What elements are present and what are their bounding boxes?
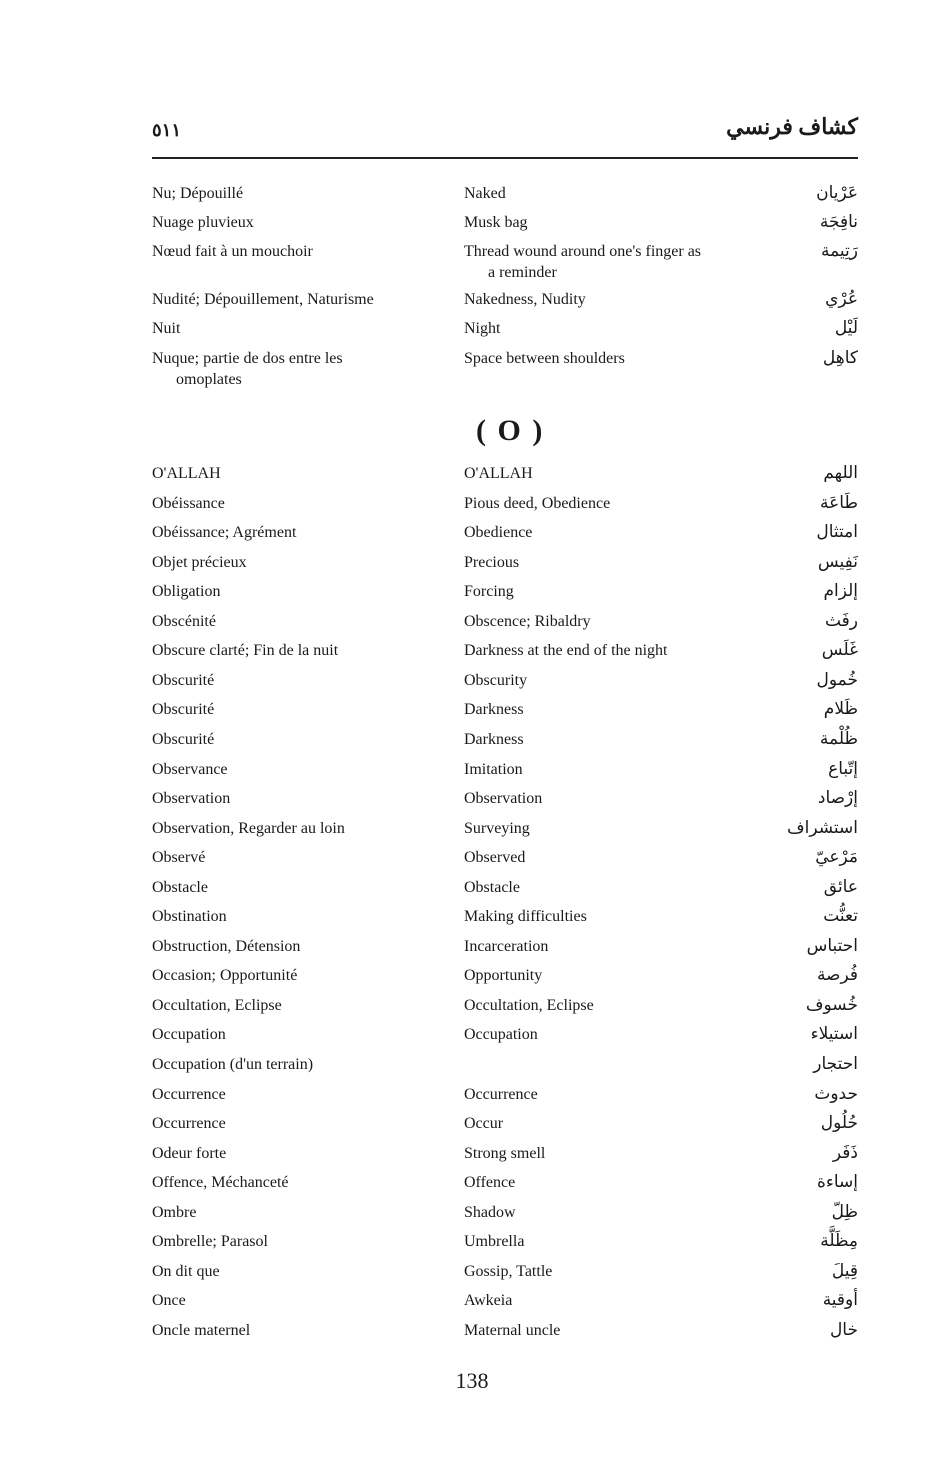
arabic-term: استيلاء [810, 1024, 858, 1044]
english-term: Umbrella [464, 1233, 525, 1250]
english-term: Gossip, Tattle [464, 1263, 553, 1280]
english-term: Nakedness, Nudity [464, 291, 586, 308]
header-page-number: ٥١١ [152, 120, 182, 140]
english-term: Night [464, 320, 501, 337]
arabic-term: خال [829, 1320, 858, 1340]
english-term: Space between shoulders [464, 350, 625, 367]
arabic-term: استشراف [787, 818, 858, 838]
french-term: Occasion; Opportunité [152, 967, 298, 984]
french-term: Obscurité [152, 731, 215, 748]
arabic-term: امتثال [816, 522, 858, 542]
french-term: Obscure clarté; Fin de la nuit [152, 642, 339, 659]
french-term: Obstruction, Détension [152, 938, 301, 955]
arabic-term: حُلُول [820, 1113, 858, 1133]
french-term: Observance [152, 761, 228, 778]
entry-row [152, 1113, 858, 1143]
french-term: Nudité; Dépouillement, Naturisme [152, 291, 374, 308]
french-term: Once [152, 1292, 186, 1309]
english-term: Awkeia [464, 1292, 513, 1309]
english-term [464, 241, 754, 283]
english-term: Strong smell [464, 1145, 546, 1162]
entry-row [152, 611, 858, 641]
french-term-line2: omoplates [176, 371, 242, 388]
arabic-term: نافِجَة [819, 212, 858, 232]
english-term: Opportunity [464, 967, 543, 984]
entry-row [152, 522, 858, 552]
arabic-term: لَيْل [834, 318, 858, 338]
english-term: Obedience [464, 524, 533, 541]
footer-page-number: 138 [455, 1368, 489, 1393]
english-term-line1: Thread wound around one's finger as [464, 243, 702, 260]
arabic-term: خُمول [816, 670, 858, 690]
english-term: Occupation [464, 1026, 538, 1043]
french-term: Obéissance; Agrément [152, 524, 297, 541]
english-term: Naked [464, 185, 506, 202]
arabic-term: عائق [823, 877, 858, 897]
arabic-term: تعنُّت [823, 906, 858, 926]
english-term-line2: a reminder [488, 264, 557, 281]
english-term: Precious [464, 554, 520, 571]
arabic-term: عُرْي [825, 289, 858, 309]
french-term: O'ALLAH [152, 465, 221, 482]
english-term: Darkness [464, 701, 524, 718]
french-term: Observé [152, 849, 206, 866]
french-term: Occultation, Eclipse [152, 997, 282, 1014]
french-term: Nuit [152, 320, 181, 337]
english-term: Occur [464, 1115, 504, 1132]
french-term: Nu; Dépouillé [152, 185, 244, 202]
entry-row [152, 1084, 858, 1114]
french-term: Obstacle [152, 879, 208, 896]
english-term: Occurrence [464, 1086, 538, 1103]
arabic-term: مَرْعيّ [815, 847, 858, 867]
arabic-term: عَرْيان [816, 183, 858, 203]
page-header [152, 112, 858, 156]
english-term: O'ALLAH [464, 465, 533, 482]
entry-row [152, 552, 858, 582]
entry-row [152, 729, 858, 759]
french-term: Odeur forte [152, 1145, 227, 1162]
entry-row [152, 995, 858, 1025]
arabic-term: احتباس [806, 936, 858, 956]
arabic-term: مِظَلَّة [820, 1231, 858, 1251]
arabic-term: خُسوف [805, 995, 858, 1015]
entry-row [152, 818, 858, 848]
arabic-term: ذَفَر [832, 1143, 858, 1163]
english-term: Observed [464, 849, 526, 866]
arabic-term: أوقية [822, 1290, 858, 1310]
arabic-term: ظَلام [823, 699, 858, 719]
french-term: Offence, Méchanceté [152, 1174, 289, 1191]
french-term: Occupation [152, 1026, 226, 1043]
arabic-term: ظُلْمة [819, 729, 858, 749]
french-term: Obligation [152, 583, 221, 600]
french-term: Obscénité [152, 613, 216, 630]
english-term: Darkness at the end of the night [464, 642, 668, 659]
entry-row [152, 463, 858, 493]
entry-row [152, 1261, 858, 1291]
entry-row [152, 1172, 858, 1202]
arabic-term: نَفِيس [817, 552, 858, 572]
french-term: Oncle maternel [152, 1322, 251, 1339]
arabic-term: غَلَس [821, 640, 858, 660]
entry-row [152, 493, 858, 523]
arabic-term: طَاعَة [820, 493, 858, 513]
english-term: Shadow [464, 1204, 516, 1221]
arabic-term: فُرصة [816, 965, 858, 985]
english-term: Forcing [464, 583, 514, 600]
entry-row [152, 241, 858, 289]
english-term: Pious deed, Obedience [464, 495, 611, 512]
header-rule [152, 157, 858, 159]
entry-row [152, 1231, 858, 1261]
french-term [152, 348, 452, 390]
english-term: Obscence; Ribaldry [464, 613, 591, 630]
arabic-term: إساءة [816, 1172, 858, 1192]
french-term: Nœud fait à un mouchoir [152, 243, 313, 260]
french-term-line1: Nuque; partie de dos entre les [152, 350, 343, 367]
french-term: Observation [152, 790, 231, 807]
english-term: Offence [464, 1174, 516, 1191]
entry-row [152, 877, 858, 907]
arabic-term: حدوث [814, 1084, 858, 1104]
entry-row [152, 906, 858, 936]
arabic-term: إرْصاد [817, 788, 858, 808]
arabic-term: احتجار [813, 1054, 858, 1074]
entry-row [152, 640, 858, 670]
arabic-term: ظِلّ [831, 1202, 858, 1222]
entry-row [152, 1320, 858, 1350]
arabic-term: كاهِل [822, 348, 858, 368]
entry-row [152, 1024, 858, 1054]
english-term: Making difficulties [464, 908, 587, 925]
french-term: Observation, Regarder au loin [152, 820, 345, 837]
english-term: Observation [464, 790, 543, 807]
english-term: Obstacle [464, 879, 520, 896]
entry-row [152, 965, 858, 995]
entry-row [152, 936, 858, 966]
entry-row [152, 183, 858, 213]
entry-row [152, 212, 858, 242]
arabic-term: إتّباع [828, 759, 858, 779]
entry-row [152, 759, 858, 789]
entry-row [152, 1202, 858, 1232]
section-letter-heading: ( O ) [476, 414, 545, 447]
arabic-term: قِيلَ [831, 1261, 858, 1281]
french-term: Obéissance [152, 495, 225, 512]
entry-row [152, 670, 858, 700]
french-term: Occurrence [152, 1086, 226, 1103]
arabic-term: رفَث [824, 611, 858, 631]
english-term: Darkness [464, 731, 524, 748]
french-term: On dit que [152, 1263, 220, 1280]
arabic-term: إلزام [823, 581, 858, 601]
entry-row [152, 699, 858, 729]
entry-row [152, 348, 858, 396]
french-term: Nuage pluvieux [152, 214, 254, 231]
arabic-term: رَتِيمة [820, 241, 858, 261]
french-term: Obscurité [152, 701, 215, 718]
french-term: Obstination [152, 908, 227, 925]
french-term: Occurrence [152, 1115, 226, 1132]
entry-row [152, 788, 858, 818]
french-term: Ombre [152, 1204, 197, 1221]
arabic-term: اللهم [823, 463, 858, 483]
french-term: Occupation (d'un terrain) [152, 1056, 314, 1073]
french-term: Ombrelle; Parasol [152, 1233, 268, 1250]
entry-row [152, 1290, 858, 1320]
english-term: Maternal uncle [464, 1322, 561, 1339]
english-term: Imitation [464, 761, 523, 778]
entry-row [152, 1054, 858, 1084]
french-term: Objet précieux [152, 554, 247, 571]
english-term: Surveying [464, 820, 530, 837]
entry-row [152, 847, 858, 877]
english-term: Occultation, Eclipse [464, 997, 594, 1014]
entry-row [152, 581, 858, 611]
english-term: Obscurity [464, 672, 528, 689]
english-term: Musk bag [464, 214, 528, 231]
entry-row [152, 289, 858, 319]
english-term: Incarceration [464, 938, 549, 955]
header-title: كشاف فرنسي [726, 114, 858, 139]
french-term: Obscurité [152, 672, 215, 689]
entry-row [152, 1143, 858, 1173]
entry-row [152, 318, 858, 348]
